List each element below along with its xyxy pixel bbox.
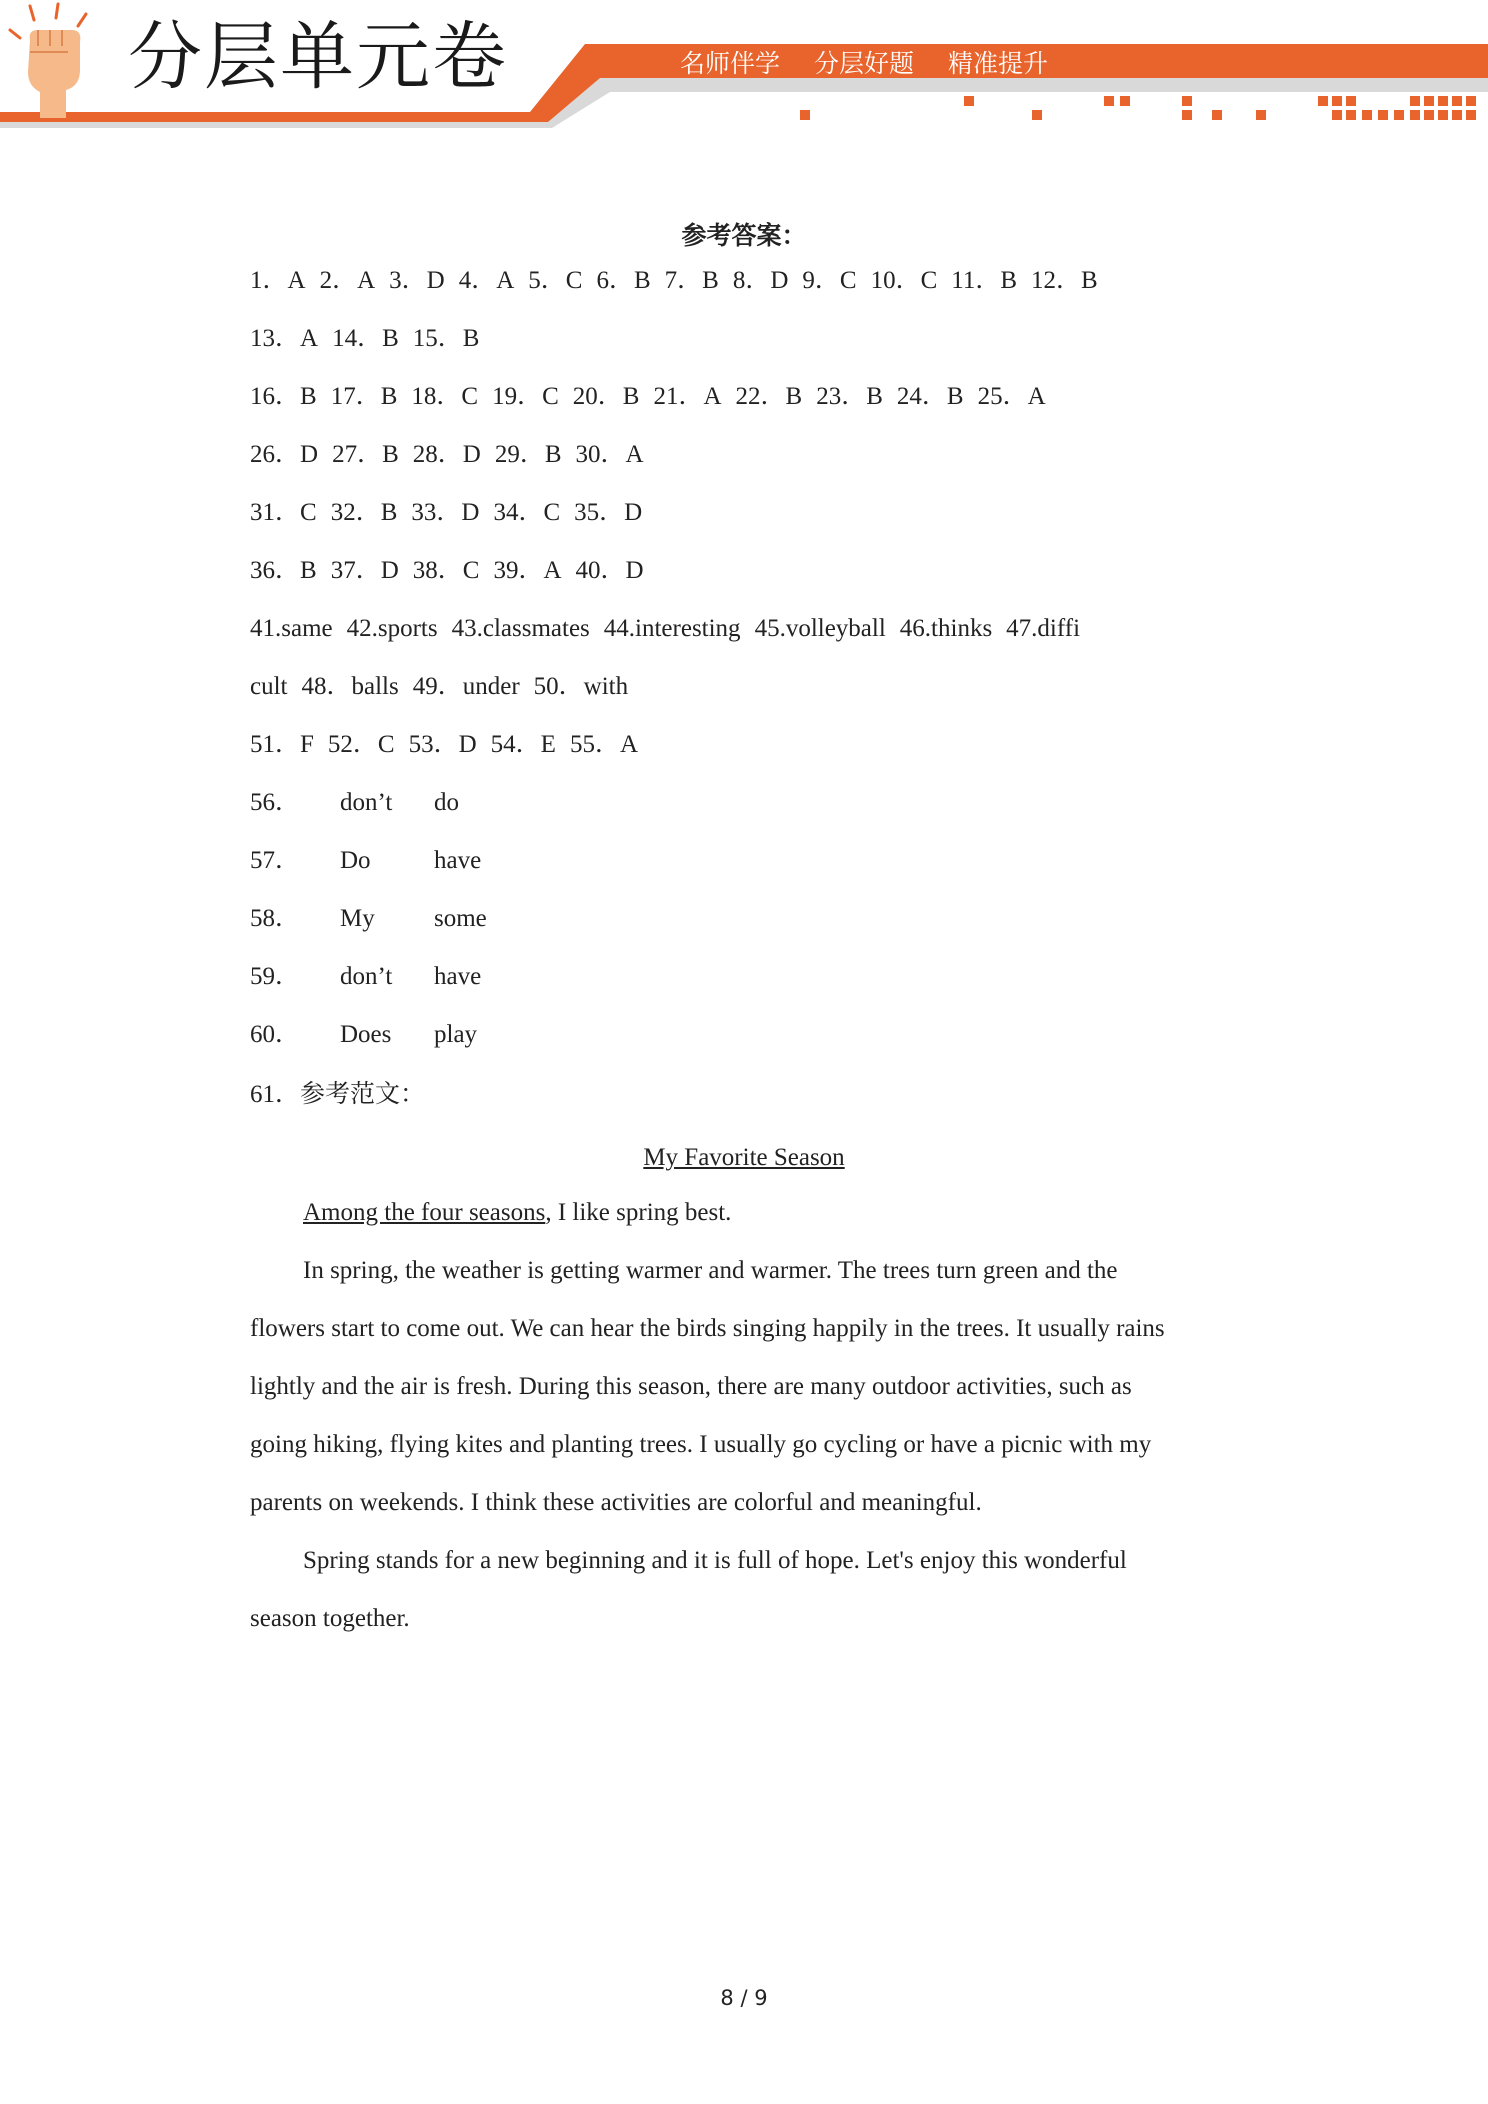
answer-item: 5．C — [528, 267, 583, 294]
answer-item: 19．C — [492, 383, 559, 410]
answer-row — [250, 730, 652, 760]
page-header — [0, 0, 1488, 145]
fill-answer-w2: play — [434, 1021, 478, 1048]
slogan-item: 精准提升 — [947, 49, 1048, 78]
answer-item: 25．A — [977, 383, 1046, 410]
fill-answer-row — [250, 788, 459, 818]
essay-paragraph-1 — [303, 1198, 731, 1228]
answer-row — [250, 266, 1112, 296]
answer-item: 47.diffi — [1006, 615, 1081, 642]
answer-item: 42.sports — [346, 615, 438, 642]
answer-item: 10．C — [870, 267, 938, 294]
answer-item: 43.classmates — [451, 615, 590, 642]
fill-answer-w2: some — [434, 905, 487, 932]
answer-row — [250, 324, 493, 354]
raised-fist-icon — [0, 0, 100, 120]
essay-title: My Favorite Season — [643, 1144, 845, 1171]
decorative-squares — [800, 96, 1476, 120]
slogan-item: 名师伴学 — [680, 49, 781, 78]
answer-item: 39．A — [493, 557, 562, 584]
answer-item: 8．D — [732, 267, 789, 294]
answer-item: 16．B — [250, 383, 317, 410]
answer-item: 30．A — [575, 441, 644, 468]
essay-line: season together. — [250, 1605, 410, 1632]
answer-item: 52．C — [327, 731, 395, 758]
answer-item: 17．B — [330, 383, 398, 410]
answer-item: 48．balls — [301, 673, 399, 700]
fill-answer-num: 58． — [250, 905, 301, 932]
fill-answer-num: 60． — [250, 1021, 301, 1048]
answer-row — [250, 440, 658, 470]
essay-line: Spring stands for a new beginning and it is full of hope. Let's enjoy this wonderful — [303, 1547, 1127, 1574]
fill-answer-row — [250, 904, 487, 934]
answer-row — [250, 382, 1060, 412]
answer-item: 18．C — [411, 383, 479, 410]
answer-item: 29．B — [494, 441, 562, 468]
fill-answer-row — [250, 962, 481, 992]
answer-item: 44.interesting — [603, 615, 741, 642]
answer-item: cult — [250, 673, 288, 700]
answer-item: 4．A — [458, 267, 515, 294]
answer-item: 41.same — [250, 615, 333, 642]
fill-answer-w1: Do — [340, 847, 371, 874]
answer-item: 23．B — [816, 383, 883, 410]
fill-answer-w1: don’t — [340, 789, 393, 816]
fill-answer-w1: don’t — [340, 963, 393, 990]
answer-item: 1．A — [250, 267, 306, 294]
essay-line: lightly and the air is fresh. During this season, there are many outdoor activities, such as — [250, 1373, 1132, 1400]
answer-item: 32．B — [330, 499, 398, 526]
answer-item: 27．B — [332, 441, 399, 468]
answer-item: 51．F — [250, 731, 314, 758]
answer-item: 40．D — [575, 557, 644, 584]
answer-item: 9．C — [802, 267, 857, 294]
answer-item: 49．under — [412, 673, 520, 700]
fill-answer-row — [250, 846, 481, 876]
answer-item: 21．A — [653, 383, 722, 410]
fill-answer-row — [250, 1020, 477, 1050]
answers-heading: 参考答案： — [681, 221, 807, 250]
answer-item: 46.thinks — [899, 615, 993, 642]
answer-item: 6．B — [596, 267, 651, 294]
answer-row — [250, 556, 658, 586]
answer-item: 45.volleyball — [754, 615, 886, 642]
answer-item: 13．A — [250, 325, 319, 352]
essay-line: In spring, the weather is getting warmer and warmer. The trees turn green and the — [303, 1257, 1118, 1284]
fill-answer-w2: have — [434, 963, 482, 990]
essay-line: parents on weekends. I think these activities are colorful and meaningful. — [250, 1489, 982, 1516]
answer-item: 54．E — [490, 731, 556, 758]
essay-text: , I like spring best. — [545, 1199, 732, 1226]
answer-item: 36．B — [250, 557, 317, 584]
essay-underlined-phrase: Among the four seasons — [303, 1199, 546, 1226]
fill-answer-w2: do — [434, 789, 459, 816]
answer-item: 33．D — [411, 499, 480, 526]
answer-row — [250, 498, 656, 528]
slogan — [680, 44, 1074, 80]
answer-item: 2．A — [319, 267, 376, 294]
answer-row — [250, 614, 1094, 644]
page-number: 8 / 9 — [720, 1986, 768, 2010]
fill-answer-num: 57． — [250, 847, 301, 874]
answer-item: 55．A — [569, 731, 638, 758]
answer-item: 50．with — [533, 673, 629, 700]
answer-item: 14．B — [332, 325, 399, 352]
answer-item: 38．C — [412, 557, 480, 584]
answer-item: 53．D — [408, 731, 477, 758]
answer-item: 35．D — [574, 499, 643, 526]
answer-item: 12．B — [1031, 267, 1098, 294]
answer-item: 26．D — [250, 441, 319, 468]
fill-answer-num: 56． — [250, 789, 301, 816]
answer-row — [250, 672, 642, 702]
answer-item: 20．B — [572, 383, 640, 410]
answer-item: 15．B — [412, 325, 480, 352]
fill-answer-w2: have — [434, 847, 482, 874]
answer-item: 7．B — [664, 267, 719, 294]
fill-answer-num: 59． — [250, 963, 301, 990]
answer-item: 34．C — [493, 499, 561, 526]
fill-answer-w1: My — [340, 905, 375, 932]
answer-item: 3．D — [389, 267, 445, 294]
answer-item: 24．B — [896, 383, 964, 410]
answer-item: 31．C — [250, 499, 317, 526]
answer-item: 37．D — [330, 557, 399, 584]
answer-item: 22．B — [735, 383, 803, 410]
answer-item: 28．D — [412, 441, 481, 468]
fill-answer-w1: Does — [340, 1021, 392, 1048]
brand-title: 分层单元卷 — [128, 14, 508, 100]
slogan-item: 分层好题 — [813, 49, 914, 78]
q61-label: 61．参考范文： — [250, 1081, 426, 1108]
essay-line: going hiking, flying kites and planting trees. I usually go cycling or have a picnic with my — [250, 1431, 1152, 1458]
answer-item: 11．B — [951, 267, 1017, 294]
essay-line: flowers start to come out. We can hear the birds singing happily in the trees. It usually rains — [250, 1315, 1165, 1342]
